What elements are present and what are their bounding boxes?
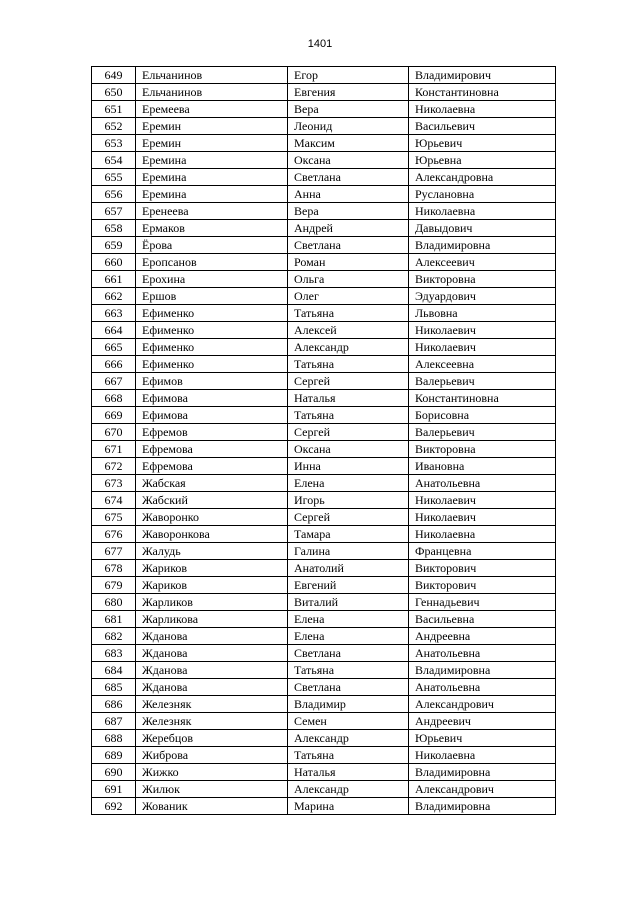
cell-row-number: 655 <box>92 169 136 186</box>
cell-patronymic: Васильевна <box>409 611 556 628</box>
cell-first-name: Ольга <box>288 271 409 288</box>
cell-last-name: Жданова <box>136 628 288 645</box>
table-row <box>92 305 556 322</box>
table-row <box>92 135 556 152</box>
table-row <box>92 628 556 645</box>
cell-row-number: 692 <box>92 798 136 815</box>
cell-first-name: Оксана <box>288 152 409 169</box>
cell-patronymic: Николаевич <box>409 322 556 339</box>
cell-first-name: Татьяна <box>288 662 409 679</box>
cell-last-name: Еремеева <box>136 101 288 118</box>
table-row <box>92 594 556 611</box>
cell-first-name: Сергей <box>288 509 409 526</box>
cell-first-name: Марина <box>288 798 409 815</box>
table-row <box>92 560 556 577</box>
cell-last-name: Ефимов <box>136 373 288 390</box>
cell-patronymic: Геннадьевич <box>409 594 556 611</box>
cell-first-name: Евгений <box>288 577 409 594</box>
table-row <box>92 152 556 169</box>
cell-patronymic: Владимировна <box>409 764 556 781</box>
cell-first-name: Александр <box>288 781 409 798</box>
cell-last-name: Железняк <box>136 713 288 730</box>
cell-last-name: Еремин <box>136 135 288 152</box>
cell-row-number: 662 <box>92 288 136 305</box>
cell-patronymic: Валерьевич <box>409 373 556 390</box>
cell-row-number: 678 <box>92 560 136 577</box>
cell-row-number: 675 <box>92 509 136 526</box>
cell-patronymic: Ивановна <box>409 458 556 475</box>
cell-patronymic: Александровна <box>409 169 556 186</box>
cell-first-name: Олег <box>288 288 409 305</box>
cell-patronymic: Викторовна <box>409 441 556 458</box>
cell-first-name: Александр <box>288 339 409 356</box>
cell-first-name: Светлана <box>288 679 409 696</box>
cell-row-number: 672 <box>92 458 136 475</box>
cell-last-name: Еремина <box>136 186 288 203</box>
table-row <box>92 696 556 713</box>
cell-last-name: Железняк <box>136 696 288 713</box>
table-row <box>92 390 556 407</box>
cell-last-name: Жариков <box>136 577 288 594</box>
table-row <box>92 237 556 254</box>
cell-patronymic: Анатольевна <box>409 645 556 662</box>
cell-last-name: Жиброва <box>136 747 288 764</box>
cell-patronymic: Давыдович <box>409 220 556 237</box>
cell-first-name: Светлана <box>288 237 409 254</box>
cell-first-name: Анатолий <box>288 560 409 577</box>
cell-row-number: 676 <box>92 526 136 543</box>
table-row <box>92 543 556 560</box>
table-row <box>92 713 556 730</box>
table-row <box>92 577 556 594</box>
cell-row-number: 659 <box>92 237 136 254</box>
cell-last-name: Жижко <box>136 764 288 781</box>
cell-patronymic: Юрьевна <box>409 152 556 169</box>
cell-last-name: Ефремов <box>136 424 288 441</box>
cell-patronymic: Васильевич <box>409 118 556 135</box>
cell-first-name: Вера <box>288 101 409 118</box>
cell-first-name: Елена <box>288 475 409 492</box>
cell-last-name: Еремина <box>136 169 288 186</box>
cell-last-name: Жабский <box>136 492 288 509</box>
cell-row-number: 652 <box>92 118 136 135</box>
cell-row-number: 657 <box>92 203 136 220</box>
cell-first-name: Вера <box>288 203 409 220</box>
cell-last-name: Жариков <box>136 560 288 577</box>
cell-row-number: 653 <box>92 135 136 152</box>
cell-patronymic: Владимировна <box>409 237 556 254</box>
cell-patronymic: Алексеевна <box>409 356 556 373</box>
cell-patronymic: Анатольевна <box>409 475 556 492</box>
cell-first-name: Светлана <box>288 169 409 186</box>
cell-patronymic: Викторович <box>409 577 556 594</box>
cell-row-number: 681 <box>92 611 136 628</box>
table-row <box>92 679 556 696</box>
table-row <box>92 203 556 220</box>
cell-last-name: Ермаков <box>136 220 288 237</box>
table-row <box>92 339 556 356</box>
roster-body <box>92 67 556 815</box>
cell-last-name: Жарликов <box>136 594 288 611</box>
cell-patronymic: Николаевич <box>409 509 556 526</box>
cell-patronymic: Руслановна <box>409 186 556 203</box>
table-row <box>92 475 556 492</box>
cell-first-name: Инна <box>288 458 409 475</box>
cell-last-name: Жданова <box>136 645 288 662</box>
table-row <box>92 781 556 798</box>
cell-patronymic: Константиновна <box>409 390 556 407</box>
cell-row-number: 649 <box>92 67 136 84</box>
table-row <box>92 67 556 84</box>
cell-row-number: 668 <box>92 390 136 407</box>
cell-row-number: 666 <box>92 356 136 373</box>
cell-first-name: Елена <box>288 611 409 628</box>
cell-patronymic: Викторовна <box>409 271 556 288</box>
cell-patronymic: Николаевич <box>409 339 556 356</box>
cell-row-number: 689 <box>92 747 136 764</box>
cell-last-name: Ёрова <box>136 237 288 254</box>
cell-first-name: Татьяна <box>288 747 409 764</box>
cell-last-name: Ершов <box>136 288 288 305</box>
cell-patronymic: Константиновна <box>409 84 556 101</box>
cell-first-name: Елена <box>288 628 409 645</box>
cell-first-name: Виталий <box>288 594 409 611</box>
cell-patronymic: Анатольевна <box>409 679 556 696</box>
cell-first-name: Евгения <box>288 84 409 101</box>
cell-last-name: Жованик <box>136 798 288 815</box>
cell-patronymic: Андреевич <box>409 713 556 730</box>
cell-row-number: 664 <box>92 322 136 339</box>
cell-patronymic: Эдуардович <box>409 288 556 305</box>
cell-patronymic: Алексеевич <box>409 254 556 271</box>
table-row <box>92 764 556 781</box>
cell-last-name: Жеребцов <box>136 730 288 747</box>
cell-patronymic: Владимировна <box>409 798 556 815</box>
table-row <box>92 492 556 509</box>
cell-row-number: 683 <box>92 645 136 662</box>
cell-patronymic: Александрович <box>409 781 556 798</box>
cell-first-name: Егор <box>288 67 409 84</box>
cell-row-number: 669 <box>92 407 136 424</box>
cell-patronymic: Николаевич <box>409 492 556 509</box>
cell-row-number: 674 <box>92 492 136 509</box>
cell-last-name: Жабская <box>136 475 288 492</box>
roster-table <box>91 66 556 815</box>
cell-last-name: Жданова <box>136 679 288 696</box>
cell-row-number: 677 <box>92 543 136 560</box>
cell-last-name: Ефименко <box>136 322 288 339</box>
cell-first-name: Роман <box>288 254 409 271</box>
cell-last-name: Ельчанинов <box>136 67 288 84</box>
cell-first-name: Оксана <box>288 441 409 458</box>
cell-patronymic: Николаевна <box>409 747 556 764</box>
table-row <box>92 662 556 679</box>
cell-patronymic: Юрьевич <box>409 730 556 747</box>
table-row <box>92 186 556 203</box>
cell-last-name: Жилюк <box>136 781 288 798</box>
cell-row-number: 658 <box>92 220 136 237</box>
cell-patronymic: Борисовна <box>409 407 556 424</box>
cell-patronymic: Николаевна <box>409 203 556 220</box>
cell-last-name: Ерохина <box>136 271 288 288</box>
table-row <box>92 118 556 135</box>
cell-row-number: 650 <box>92 84 136 101</box>
cell-last-name: Ефименко <box>136 339 288 356</box>
cell-row-number: 684 <box>92 662 136 679</box>
cell-patronymic: Викторович <box>409 560 556 577</box>
table-row <box>92 441 556 458</box>
cell-row-number: 671 <box>92 441 136 458</box>
cell-first-name: Игорь <box>288 492 409 509</box>
cell-row-number: 654 <box>92 152 136 169</box>
cell-last-name: Ефименко <box>136 305 288 322</box>
cell-row-number: 685 <box>92 679 136 696</box>
cell-patronymic: Андреевна <box>409 628 556 645</box>
cell-first-name: Татьяна <box>288 305 409 322</box>
cell-first-name: Андрей <box>288 220 409 237</box>
table-row <box>92 526 556 543</box>
cell-row-number: 651 <box>92 101 136 118</box>
cell-row-number: 690 <box>92 764 136 781</box>
cell-first-name: Сергей <box>288 424 409 441</box>
cell-patronymic: Николаевна <box>409 101 556 118</box>
cell-last-name: Еремина <box>136 152 288 169</box>
cell-row-number: 679 <box>92 577 136 594</box>
cell-last-name: Жарликова <box>136 611 288 628</box>
cell-first-name: Максим <box>288 135 409 152</box>
cell-patronymic: Владимировна <box>409 662 556 679</box>
cell-last-name: Жаворонко <box>136 509 288 526</box>
cell-first-name: Наталья <box>288 764 409 781</box>
cell-patronymic: Александрович <box>409 696 556 713</box>
cell-last-name: Еремин <box>136 118 288 135</box>
cell-last-name: Еропсанов <box>136 254 288 271</box>
cell-first-name: Александр <box>288 730 409 747</box>
cell-row-number: 660 <box>92 254 136 271</box>
cell-first-name: Анна <box>288 186 409 203</box>
cell-patronymic: Николаевна <box>409 526 556 543</box>
cell-row-number: 673 <box>92 475 136 492</box>
cell-first-name: Галина <box>288 543 409 560</box>
cell-first-name: Леонид <box>288 118 409 135</box>
table-row <box>92 407 556 424</box>
table-row <box>92 288 556 305</box>
cell-last-name: Еренеева <box>136 203 288 220</box>
cell-row-number: 656 <box>92 186 136 203</box>
table-row <box>92 220 556 237</box>
cell-patronymic: Владимирович <box>409 67 556 84</box>
cell-last-name: Жаворонкова <box>136 526 288 543</box>
cell-row-number: 682 <box>92 628 136 645</box>
cell-last-name: Жданова <box>136 662 288 679</box>
cell-patronymic: Валерьевич <box>409 424 556 441</box>
cell-first-name: Сергей <box>288 373 409 390</box>
cell-last-name: Ельчанинов <box>136 84 288 101</box>
table-row <box>92 509 556 526</box>
cell-row-number: 670 <box>92 424 136 441</box>
cell-row-number: 680 <box>92 594 136 611</box>
cell-first-name: Владимир <box>288 696 409 713</box>
table-row <box>92 730 556 747</box>
table-row <box>92 101 556 118</box>
cell-last-name: Ефимова <box>136 407 288 424</box>
table-row <box>92 169 556 186</box>
table-row <box>92 84 556 101</box>
cell-row-number: 667 <box>92 373 136 390</box>
cell-first-name: Алексей <box>288 322 409 339</box>
cell-last-name: Ефименко <box>136 356 288 373</box>
cell-first-name: Татьяна <box>288 407 409 424</box>
cell-patronymic: Юрьевич <box>409 135 556 152</box>
cell-first-name: Семен <box>288 713 409 730</box>
cell-row-number: 661 <box>92 271 136 288</box>
cell-last-name: Жалудь <box>136 543 288 560</box>
cell-first-name: Татьяна <box>288 356 409 373</box>
cell-first-name: Светлана <box>288 645 409 662</box>
table-row <box>92 747 556 764</box>
cell-patronymic: Львовна <box>409 305 556 322</box>
cell-patronymic: Францевна <box>409 543 556 560</box>
cell-row-number: 687 <box>92 713 136 730</box>
table-row <box>92 322 556 339</box>
table-row <box>92 254 556 271</box>
table-row <box>92 356 556 373</box>
table-row <box>92 373 556 390</box>
cell-last-name: Ефремова <box>136 458 288 475</box>
table-row <box>92 798 556 815</box>
cell-row-number: 691 <box>92 781 136 798</box>
page-number: 1401 <box>307 38 333 50</box>
table-row <box>92 424 556 441</box>
cell-row-number: 663 <box>92 305 136 322</box>
cell-last-name: Ефремова <box>136 441 288 458</box>
table-row <box>92 611 556 628</box>
cell-first-name: Тамара <box>288 526 409 543</box>
table-row <box>92 645 556 662</box>
cell-row-number: 686 <box>92 696 136 713</box>
cell-first-name: Наталья <box>288 390 409 407</box>
cell-row-number: 665 <box>92 339 136 356</box>
table-row <box>92 271 556 288</box>
cell-last-name: Ефимова <box>136 390 288 407</box>
table-row <box>92 458 556 475</box>
cell-row-number: 688 <box>92 730 136 747</box>
